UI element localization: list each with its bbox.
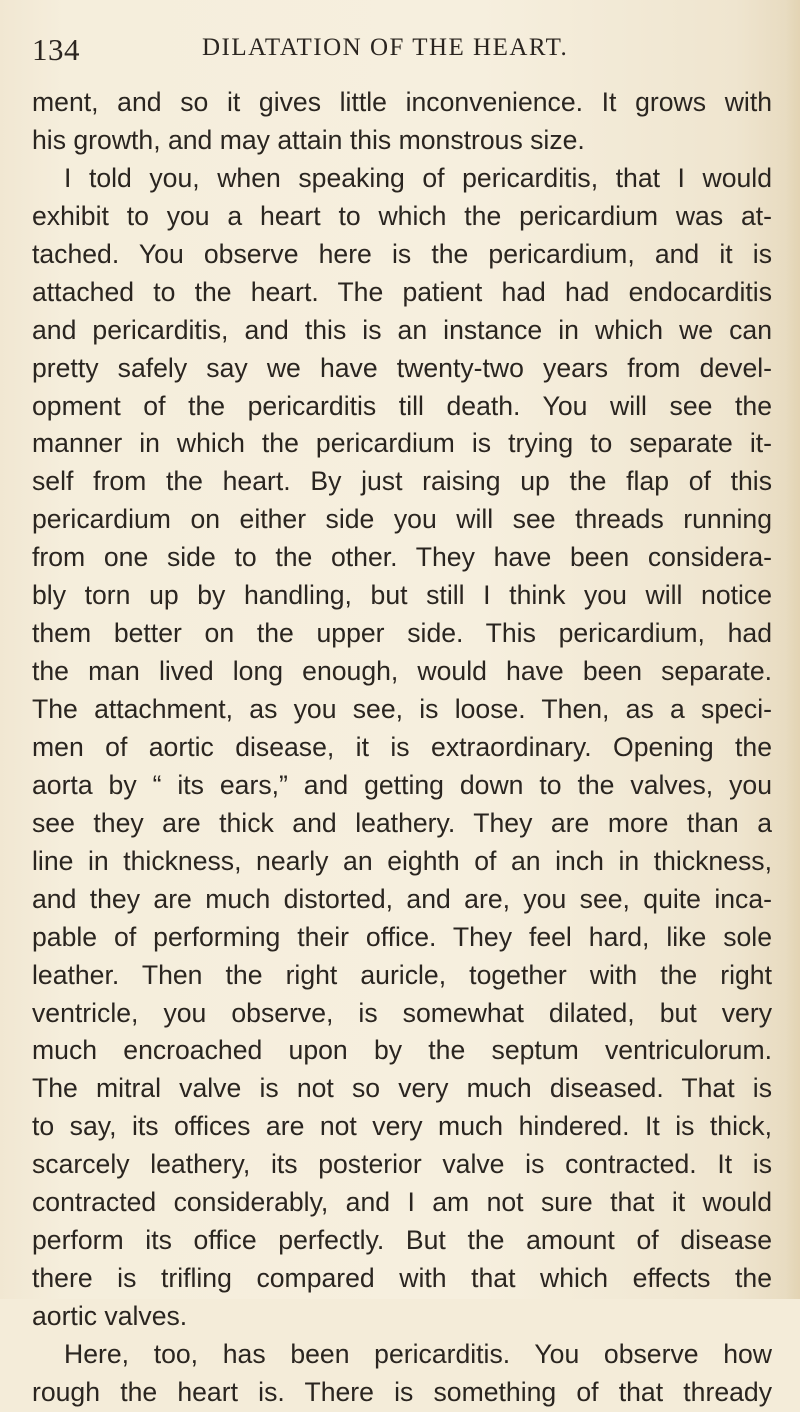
text-line: opment of the pericarditis till death. You will see the [32, 390, 772, 421]
text-line: ventricle, you observe, is somewhat dilated, but very [32, 997, 772, 1028]
text-line: the man lived long enough, would have been separate. [32, 656, 772, 687]
text-line: pable of performing their office. They feel hard, like sole [32, 921, 772, 952]
text-line: aortic valves. [32, 1301, 188, 1331]
text-line: attached to the heart. The patient had had endocarditis [32, 276, 772, 307]
text-line: leather. Then the right auricle, together with the right [32, 959, 772, 990]
text-line: tached. You observe here is the pericardium, and it is [32, 238, 772, 269]
page-number: 134 [32, 32, 80, 67]
text-line: from one side to the other. They have been considera- [32, 542, 772, 573]
text-line: manner in which the pericardium is trying to separate it- [32, 428, 772, 459]
text-line: contracted considerably, and I am not sure that it would [32, 1187, 772, 1218]
text-line: and pericarditis, and this is an instance in which we can [32, 314, 772, 345]
running-title: DILATATION OF THE HEART. [202, 34, 569, 61]
text-line: to say, its offices are not very much hindered. It is thick, [32, 1111, 772, 1142]
text-line: pretty safely say we have twenty-two years from devel- [32, 352, 772, 383]
text-line: them better on the upper side. This pericardium, had [32, 618, 772, 649]
text-line: bly torn up by handling, but still I think you will notice [32, 580, 772, 611]
text-line: men of aortic disease, it is extraordinary. Opening the [32, 731, 772, 762]
text-line: self from the heart. By just raising up the flap of this [32, 466, 772, 497]
text-line: rough the heart is. There is something of that thready [32, 1376, 772, 1407]
text-line: there is trifling compared with that which effects the [32, 1263, 772, 1294]
text-line: aorta by “ its ears,” and getting down to the valves, you [32, 769, 772, 800]
text-line: his growth, and may attain this monstrous size. [32, 124, 585, 155]
text-line: I told you, when speaking of pericarditis, that I would [64, 162, 772, 193]
text-line: exhibit to you a heart to which the pericardium was at- [32, 200, 772, 231]
text-line: much encroached upon by the septum ventriculorum. [32, 1035, 772, 1066]
text-line: Here, too, has been pericarditis. You observe how [64, 1338, 772, 1369]
text-line: perform its office perfectly. But the amount of disease [32, 1225, 772, 1256]
text-line: The mitral valve is not so very much diseased. That is [32, 1073, 772, 1104]
text-line: pericardium on either side you will see threads running [32, 504, 772, 535]
text-line: and they are much distorted, and are, you see, quite inca- [32, 883, 772, 914]
text-line: see they are thick and leathery. They are more than a [32, 807, 772, 838]
body-text [32, 84, 772, 1412]
text-line: scarcely leathery, its posterior valve is contracted. It is [32, 1149, 772, 1180]
page-header [32, 30, 772, 70]
text-line: ment, and so it gives little inconvenience. It grows with [32, 87, 772, 117]
text-line: The attachment, as you see, is loose. Then, as a speci- [32, 694, 772, 724]
text-line: line in thickness, nearly an eighth of an inch in thickness, [32, 845, 772, 876]
page-edge-shadow [786, 0, 800, 1299]
